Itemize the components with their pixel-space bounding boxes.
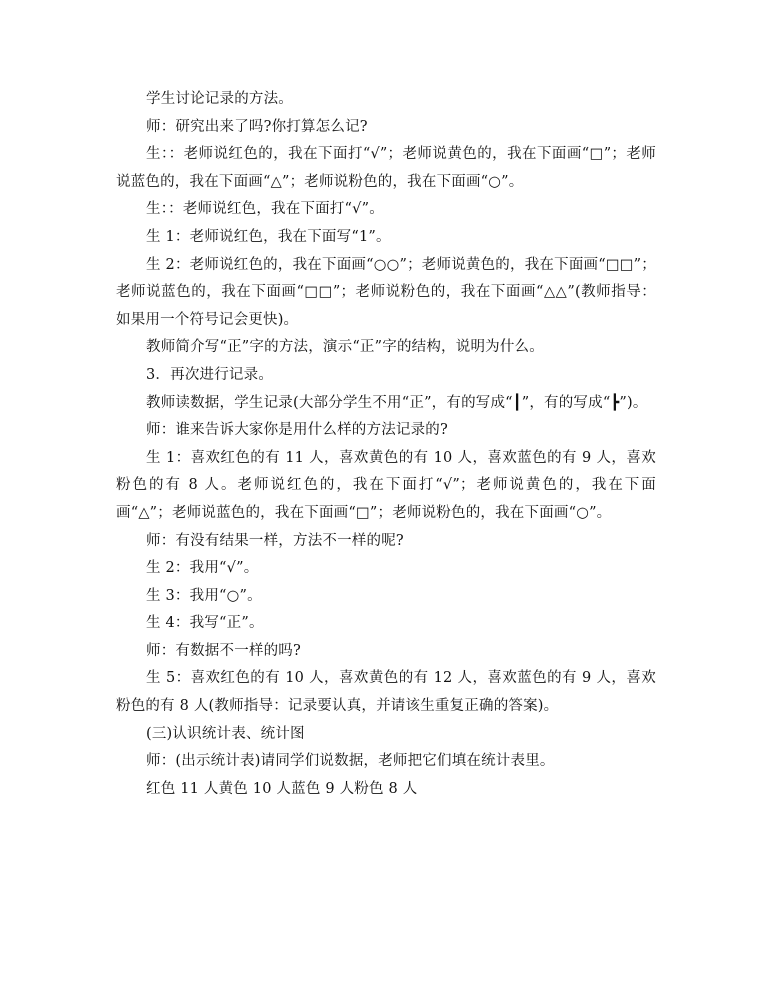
paragraph-9: 教师读数据，学生记录(大部分学生不用“正”，有的写成“┃”，有的写成“┣”)。 [146,394,648,411]
paragraph-1: 学生讨论记录的方法。 [146,91,293,107]
paragraph-3: 生：：老师说红色的，我在下面打“√”；老师说黄色的，我在下面画“□”；老师说蓝色的，我在下面画“△”；老师说粉色的，我在下面画“○”。 [116,146,656,190]
paragraph-8: 3．再次进行记录。 [146,366,274,383]
paragraph-4: 生：：老师说红色，我在下面打“√”。 [146,201,384,218]
paragraph-19: 师：(出示统计表)请同学们说数据，老师把它们填在统计表里。 [146,753,555,770]
paragraph-20: 红色 11 人黄色 10 人蓝色 9 人粉色 8 人 [146,780,418,797]
paragraph-16: 师：有数据不一样的吗? [146,642,301,659]
paragraph-7: 教师简介写“正”字的方法，演示“正”字的结构，说明为什么。 [146,339,544,356]
paragraph-12: 师：有没有结果一样，方法不一样的呢? [146,532,404,549]
document-body [116,86,656,803]
paragraph-2: 师：研究出来了吗?你打算怎么记? [146,118,368,135]
paragraph-10: 师：谁来告诉大家你是用什么样的方法记录的? [146,422,448,439]
paragraph-15: 生 4：我写“正”。 [146,615,264,632]
paragraph-13: 生 2：我用“√”。 [146,560,259,577]
paragraph-14: 生 3：我用“○”。 [146,587,262,604]
paragraph-5: 生 1：老师说红色，我在下面写“1”。 [146,228,391,245]
paragraph-11: 生 1：喜欢红色的有 11 人，喜欢黄色的有 10 人，喜欢蓝色的有 9 人，喜欢粉色的有 8 人。老师说红色的，我在下面打“√”；老师说黄色的，我在下面画“△”；老师说蓝色的，我在下面画“□”；老师说粉色的，我在下面画“○”。 [116,449,656,521]
paragraph-6: 生 2：老师说红色的，我在下面画“○○”；老师说黄色的，我在下面画“□□”；老师说蓝色的，我在下面画“□□”；老师说粉色的，我在下面画“△△”(教师指导：如果用一个符号记会更快)。 [116,256,656,328]
paragraph-17: 生 5：喜欢红色的有 10 人，喜欢黄色的有 12 人，喜欢蓝色的有 9 人，喜欢粉色的有 8 人(教师指导：记录要认真，并请该生重复正确的答案)。 [116,670,656,715]
section-heading: (三)认识统计表、统计图 [146,725,305,742]
